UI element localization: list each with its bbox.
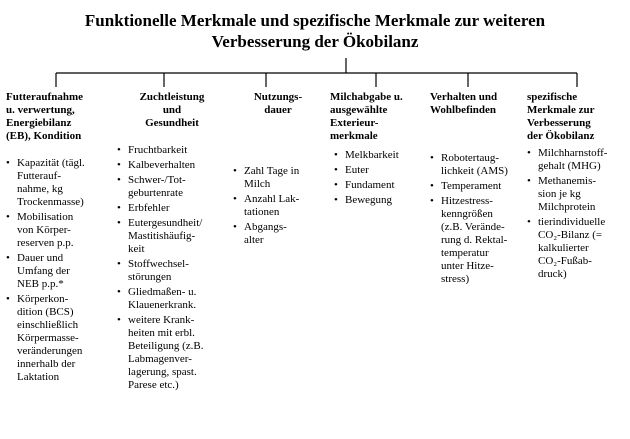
- bullet-list: [527, 147, 627, 281]
- list-item: • Fundament: [334, 179, 425, 192]
- list-item: • tierindividuelle CO₂-Bilanz (= kalkulierter CO₂-Fußab- druck): [527, 216, 627, 281]
- column-oekobilanz: [527, 91, 627, 283]
- list-item: • Euter: [334, 164, 425, 177]
- list-item: • Zahl Tage in Milch: [233, 165, 323, 191]
- column-heading: spezifische Merkmale zur Verbesserung der Ökobilanz: [527, 91, 595, 142]
- list-item: • Stoffwechsel- störungen: [117, 258, 227, 284]
- bullet-list: [6, 157, 110, 384]
- column-zuchtleistung: [117, 91, 227, 394]
- list-item: • Robotertaug- lichkeit (AMS): [430, 152, 522, 178]
- column-heading: Milchabgabe u. ausgewählte Exterieur- merkmale: [330, 91, 403, 142]
- list-item: • Temperament: [430, 180, 522, 193]
- column-heading: Verhalten und Wohlbefinden: [430, 91, 498, 116]
- bullet-list: [233, 165, 323, 247]
- column-nutzungsdauer: [233, 91, 323, 249]
- list-item: • Abgangs- alter: [233, 221, 323, 247]
- column-milchabgabe: [330, 91, 425, 209]
- list-item: • Körperkon- dition (BCS) einschließlich Körpermasse- veränderungen innerhalb der Laktation: [6, 293, 110, 384]
- list-item: • weitere Krank- heiten mit erbl. Beteiligung (z.B. Labmagenver- lagerung, spast. Parese etc.): [117, 314, 227, 392]
- column-heading: Nutzungs- dauer: [253, 91, 303, 116]
- list-item: • Anzahl Lak- tationen: [233, 193, 323, 219]
- bullet-list: [430, 152, 522, 286]
- bullet-list: [117, 144, 227, 392]
- list-item: • Hitzestress- kenngrößen (z.B. Verände- rung d. Rektal- temperatur unter Hitze- stress): [430, 195, 522, 286]
- column-heading: Zuchtleistung und Gesundheit: [139, 91, 205, 129]
- column-futteraufnahme: [6, 91, 110, 386]
- list-item: • Gliedmaßen- u. Klauenerkrank.: [117, 286, 227, 312]
- list-item: • Bewegung: [334, 194, 425, 207]
- column-verhalten: [430, 91, 522, 288]
- list-item: • Melkbarkeit: [334, 149, 425, 162]
- diagram-title: [0, 10, 630, 52]
- column-heading: Futteraufnahme u. verwertung, Energiebilanz (EB), Kondition: [6, 91, 83, 142]
- bullet-list: [334, 149, 425, 207]
- list-item: • Kapazität (tägl. Futterauf- nahme, kg Trockenmasse): [6, 157, 110, 209]
- list-item: • Milchharnstoff- gehalt (MHG): [527, 147, 627, 173]
- title-line-2: Verbesserung der Ökobilanz: [211, 32, 419, 51]
- list-item: • Kalbeverhalten: [117, 159, 227, 172]
- list-item: • Methanemis- sion je kg Milchprotein: [527, 175, 627, 214]
- list-item: • Dauer und Umfang der NEB p.p.*: [6, 252, 110, 291]
- list-item: • Eutergesundheit/ Mastitishäufig- keit: [117, 217, 227, 256]
- list-item: • Mobilisation von Körper- reserven p.p.: [6, 211, 110, 250]
- list-item: • Schwer-/Tot- geburtenrate: [117, 174, 227, 200]
- list-item: • Fruchtbarkeit: [117, 144, 227, 157]
- title-line-1: Funktionelle Merkmale und spezifische Merkmale zur weiteren: [84, 11, 546, 30]
- list-item: • Erbfehler: [117, 202, 227, 215]
